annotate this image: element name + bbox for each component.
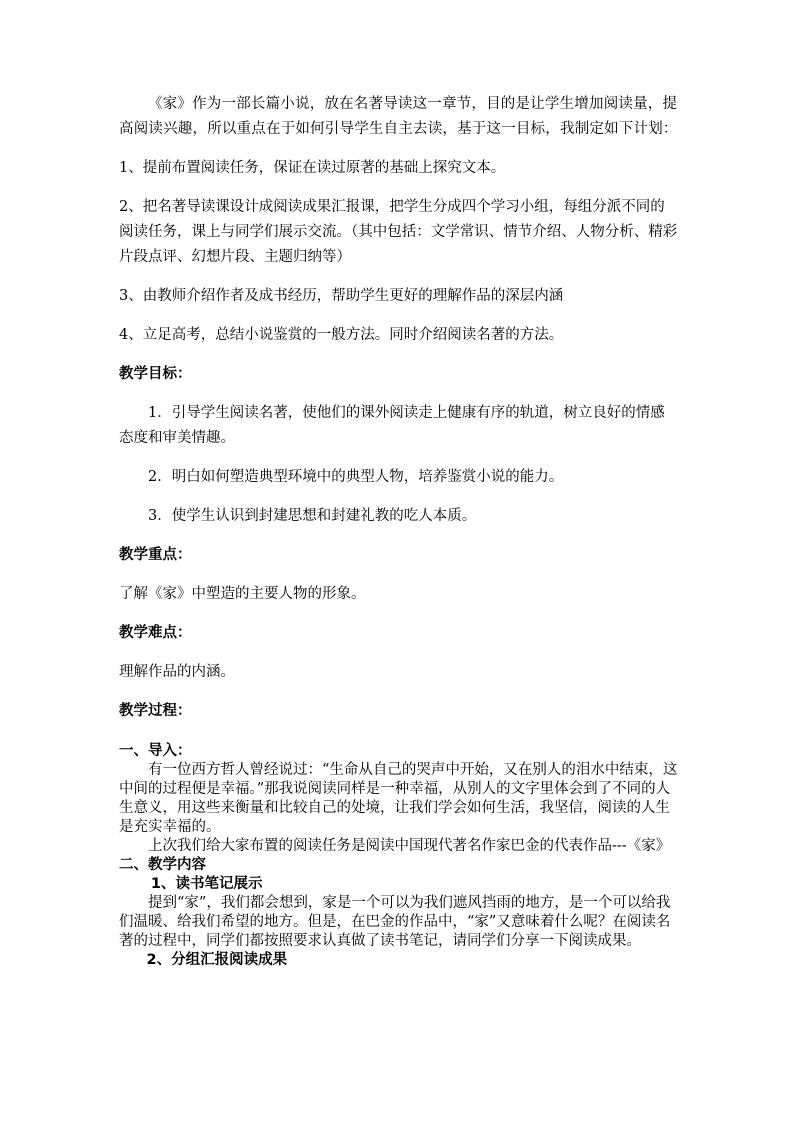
group-report-title: 2、分组汇报阅读成果 <box>146 952 288 968</box>
plan-item-3: 3、由教师介绍作者及成书经历，帮助学生更好的理解作品的深层内涵 <box>119 288 564 304</box>
document-page <box>119 92 679 970</box>
objective-item-2: 2．明白如何塑造典型环境中的典型人物，培养鉴赏小说的能力。 <box>148 469 564 485</box>
objectives-heading: 教学目标： <box>119 366 192 382</box>
section-content-title: 二、教学内容 <box>119 857 206 873</box>
objective-item-3: 3．使学生认识到封建思想和封建礼教的吃人本质。 <box>148 508 477 524</box>
intro-paragraph: 《家》作为一部长篇小说，放在名著导读这一章节，目的是让学生增加阅读量，提高阅读兴趣，所以重点在于如何引导学生自主去读，基于这一目标，我制定如下计划： <box>119 96 678 137</box>
plan-item-4: 4、立足高考，总结小说鉴赏的一般方法。同时介绍阅读名著的方法。 <box>119 327 564 343</box>
section-intro-title: 一、导入： <box>119 743 192 759</box>
section-intro-paragraph: 有一位西方哲人曾经说过：“生命从自己的哭声中开始，又在别人的泪水中结束，这中间的过程便是幸福。”那我说阅读同样是一种幸福，从别人的文字里体会到了不同的人生意义，用这些来衡量和比较自己的处境，让我们学会如何生活，我坚信，阅读的人生是充实幸福的。 <box>119 762 678 835</box>
reading-notes-title: 1、读书笔记展示 <box>150 876 263 892</box>
key-point-text: 了解《家》中塑造的主要人物的形象。 <box>119 586 366 602</box>
reading-notes-paragraph: 提到“家”，我们都会想到，家是一个可以为我们遮风挡雨的地方，是一个可以给我们温暖、给我们希望的地方。但是，在巴金的作品中，“家”又意味着什么呢？在阅读名著的过程中，同学们都按照要求认真做了读书笔记，请同学们分享一下阅读成果。 <box>119 895 671 949</box>
key-point-heading: 教学重点： <box>119 547 192 563</box>
process-heading: 教学过程： <box>119 703 192 719</box>
plan-item-1: 1、提前布置阅读任务，保证在读过原著的基础上探究文本。 <box>119 160 506 176</box>
difficulty-text: 理解作品的内涵。 <box>119 664 235 680</box>
section-intro-assignment: 上次我们给大家布置的阅读任务是阅读中国现代著名作家巴金的代表作品---《家》 <box>148 838 671 854</box>
difficulty-heading: 教学难点： <box>119 625 192 641</box>
objective-item-1: 1．引导学生阅读名著，使他们的课外阅读走上健康有序的轨道，树立良好的情感态度和审美情趣。 <box>119 405 665 446</box>
plan-item-2: 2、把名著导读课设计成阅读成果汇报课，把学生分成四个学习小组，每组分派不同的阅读任务，课上与同学们展示交流。（其中包括：文学常识、情节介绍、人物分析、精彩片段点评、幻想片段、主题归纳等） <box>119 199 678 265</box>
